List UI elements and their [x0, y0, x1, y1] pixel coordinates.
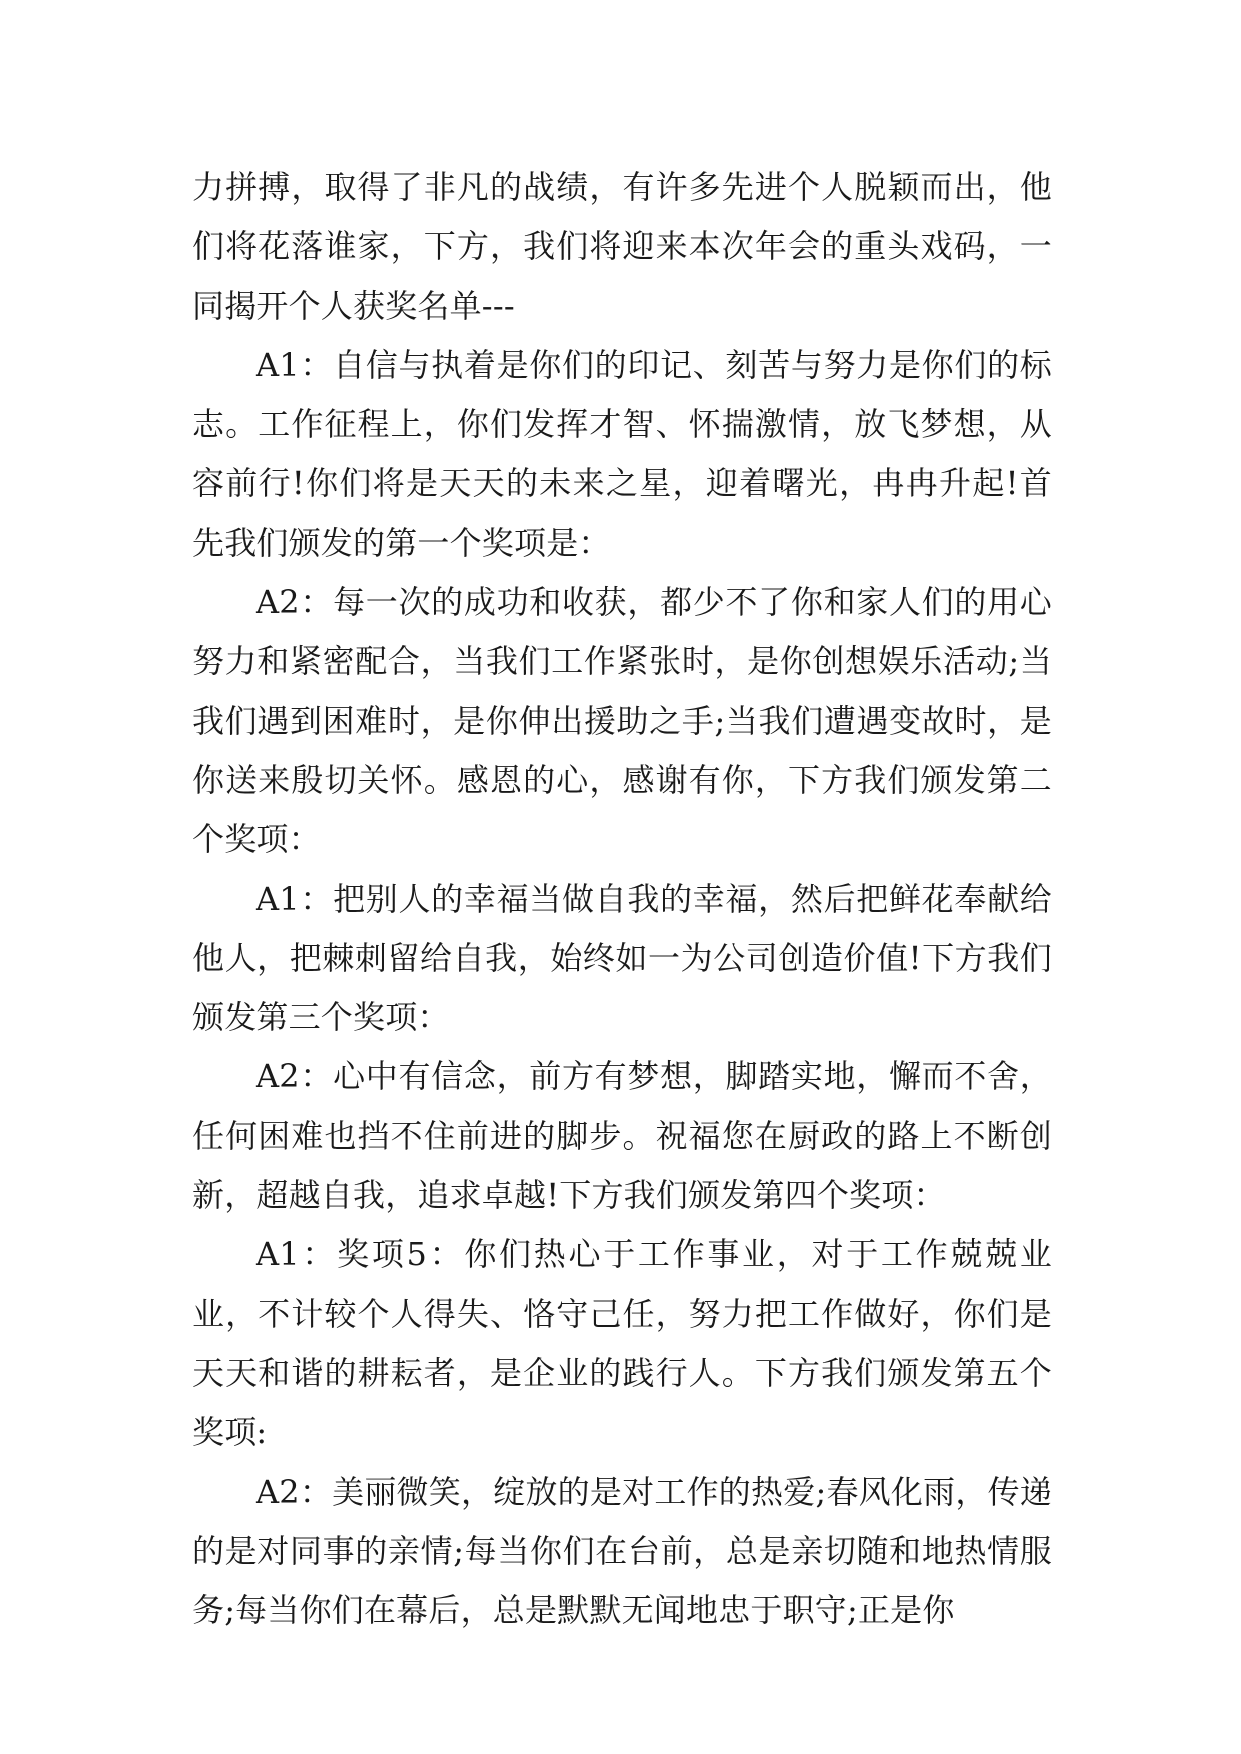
- paragraph-2: A1：自信与执着是你们的印记、刻苦与努力是你们的标志。工作征程上，你们发挥才智、怀揣激情，放飞梦想，从容前行!你们将是天天的未来之星，迎着曙光，冉冉升起!首先我们颁发的第一个奖项是：: [192, 345, 1052, 562]
- document-body: [192, 158, 1052, 1640]
- paragraph-3: A2：每一次的成功和收获，都少不了你和家人们的用心努力和紧密配合，当我们工作紧张时，是你创想娱乐活动;当我们遇到困难时，是你伸出援助之手;当我们遭遇变故时，是你送来殷切关怀。感恩的心，感谢有你，下方我们颁发第二个奖项：: [192, 583, 1052, 859]
- paragraph-5: A2：心中有信念，前方有梦想，脚踏实地，懈而不舍，任何困难也挡不住前进的脚步。祝福您在厨政的路上不断创新，超越自我，追求卓越!下方我们颁发第四个奖项：: [192, 1057, 1052, 1215]
- paragraph-4: A1：把别人的幸福当做自我的幸福，然后把鲜花奉献给他人，把棘刺留给自我，始终如一为公司创造价值!下方我们颁发第三个奖项：: [192, 879, 1052, 1037]
- paragraph-7: A2：美丽微笑，绽放的是对工作的热爱;春风化雨，传递的是对同事的亲情;每当你们在台前，总是亲切随和地热情服务;每当你们在幕后，总是默默无闻地忠于职守;正是你: [192, 1472, 1052, 1630]
- paragraph-6: A1：奖项5：你们热心于工作事业，对于工作兢兢业业，不计较个人得失、恪守己任，努力把工作做好，你们是天天和谐的耕耘者，是企业的践行人。下方我们颁发第五个奖项:: [192, 1235, 1052, 1452]
- paragraph-1: 力拼搏，取得了非凡的战绩，有许多先进个人脱颖而出，他们将花落谁家，下方，我们将迎来本次年会的重头戏码，一同揭开个人获奖名单---: [192, 168, 1052, 325]
